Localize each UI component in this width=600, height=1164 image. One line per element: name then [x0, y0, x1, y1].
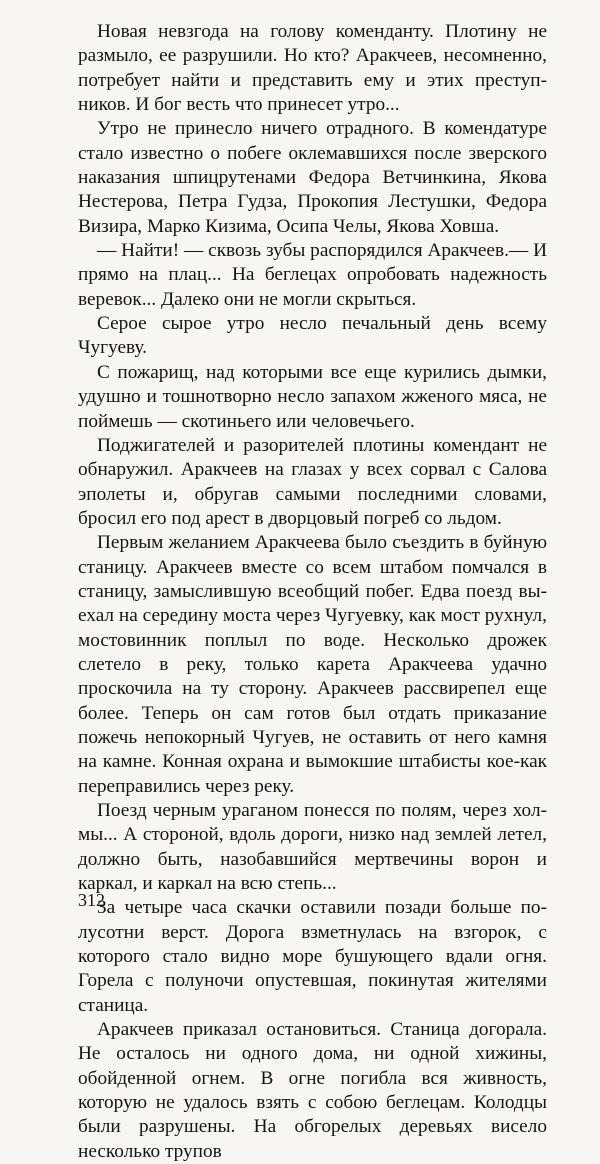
paragraph: С пожарищ, над которыми все еще курились дымки, удушно и тошнотворно несло запахом жженого мяса, не поймешь — скотиньего или человечьего.: [78, 361, 547, 432]
paragraph: Поезд черным ураганом понесся по полям, через холмы... А стороной, вдоль дороги, низко над землей летел, должно быть, назобавшийся мертвечины ворон и каркал, и каркал на всю степь...: [78, 800, 547, 895]
paragraph: — Найти! — сквозь зубы распорядился Аракчеев.— И прямо на плац... На беглецах опробовать надежность веревок... Далеко они не могли скрыться.: [78, 240, 547, 310]
paragraph: Поджигателей и разорителей плотины комендант не обнаружил. Аракчеев на глазах у всех сорвал с Салова эполеты и, обругав самыми последними словами, бросил его под арест в дворцовый погреб со льдом.: [78, 434, 547, 529]
page-number: 312: [78, 890, 105, 910]
paragraph: Первым желанием Аракчеева было съездить в буйную станицу. Аракчеев вместе со всем штабом помчался в станицу, замыслившую всеобщий побег. Едва поезд выехал на середину моста через Чугуевку, как мост рухнул, мостовинник поплыл по воде. Несколько дрожек слетело в реку, только карета Аракчеева удачно проскочила на ту сторону. Аракчеев рассвирепел еще более. Теперь он сам готов был отдать приказание пожечь непокорный Чугуев, не оставить от него камня на камне. Конная охрана и вымокшие штабисты кое-как переправились через реку.: [78, 532, 547, 797]
paragraph: Аракчеев приказал остановиться. Станица догорала. Не осталось ни одного дома, ни одной хижины, обойденной огнем. В огне погибла вся живность, которую не удалось взять с собою беглецам. Колодцы были разрушены. На обгорелых деревьях висело несколько трупов: [78, 1019, 547, 1162]
page-body: [78, 20, 547, 1164]
paragraph: Утро не принесло ничего отрадного. В комендатуре стало известно о побеге оклемавшихся после зверского наказания шпицрутенами Федора Ветчинкина, Якова Нестерова, Петра Гудза, Прокопия Лестушки, Федора Визира, Марко Кизима, Осипа Челы, Якова Ховша.: [78, 118, 547, 237]
paragraph: За четыре часа скачки оставили позади больше полусотни верст. Дорога взметнулась на взгорок, с которого стало видно море бушующего вдали огня. Горела с полуночи опустевшая, покинутая жителями станица.: [78, 897, 547, 1016]
paragraph: Новая невзгода на голову коменданту. Плотину не размыло, ее разрушили. Но кто? Аракчеев, несомненно, потребует найти и представить ему и этих преступников. И бог весть что принесет утро...: [78, 21, 547, 116]
paragraph: Серое сырое утро несло печальный день всему Чугуеву.: [78, 313, 547, 359]
